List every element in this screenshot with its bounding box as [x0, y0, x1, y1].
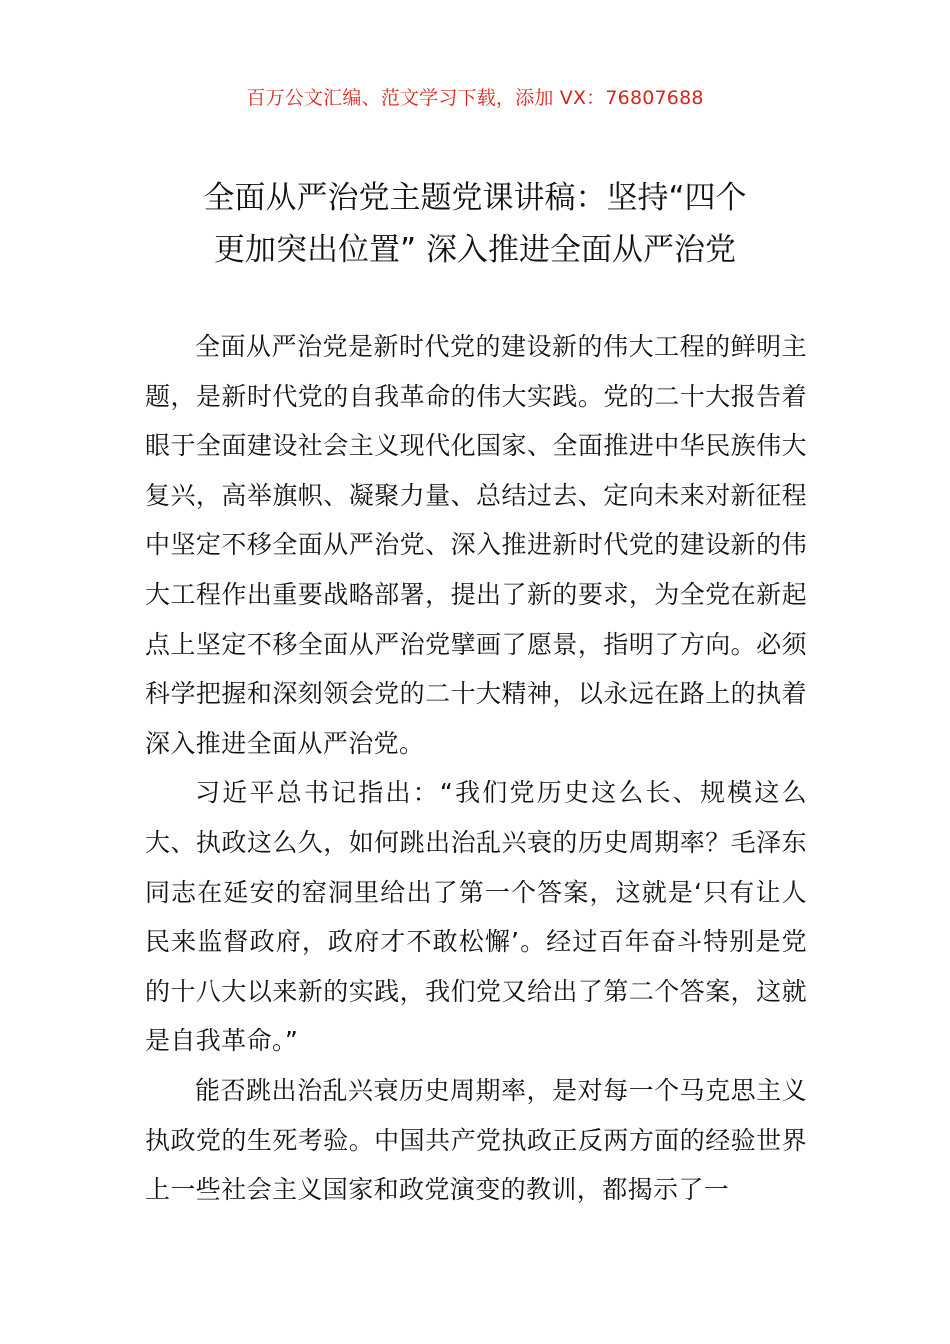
body-paragraph-2: 习近平总书记指出：“我们党历史这么长、规模这么大、执政这么久，如何跳出治乱兴衰的历史周期率？毛泽东同志在延安的窑洞里给出了第一个答案，这就是‘只有让人民来监督政府，政府才不敢松懈’。经过百年奋斗特别是党的十八大以来新的实践，我们党又给出了第二个答案，这就是自我革命。” [145, 778, 807, 1056]
title-line-1: 全面从严治党主题党课讲稿：坚持“四个 [203, 180, 747, 216]
header-promo-note: 百万公文汇编、范文学习下载，添加 VX：76807688 [246, 87, 704, 109]
document-body [145, 322, 807, 1215]
title-line-2: 更加突出位置” 深入推进全面从严治党 [214, 232, 736, 268]
body-paragraph-3: 能否跳出治乱兴衰历史周期率，是对每一个马克思主义执政党的生死考验。中国共产党执政正反两方面的经验世界上一些社会主义国家和政党演变的教训，都揭示了一 [145, 1075, 807, 1205]
document-title [145, 172, 805, 276]
body-paragraph-1: 全面从严治党是新时代党的建设新的伟大工程的鲜明主题，是新时代党的自我革命的伟大实践。党的二十大报告着眼于全面建设社会主义现代化国家、全面推进中华民族伟大复兴，高举旗帜、凝聚力量、总结过去、定向未来对新征程中坚定不移全面从严治党、深入推进新时代党的建设新的伟大工程作出重要战略部署，提出了新的要求，为全党在新起点上坚定不移全面从严治党擘画了愿景，指明了方向。必须科学把握和深刻领会党的二十大精神，以永远在路上的执着深入推进全面从严治党。 [145, 332, 807, 758]
